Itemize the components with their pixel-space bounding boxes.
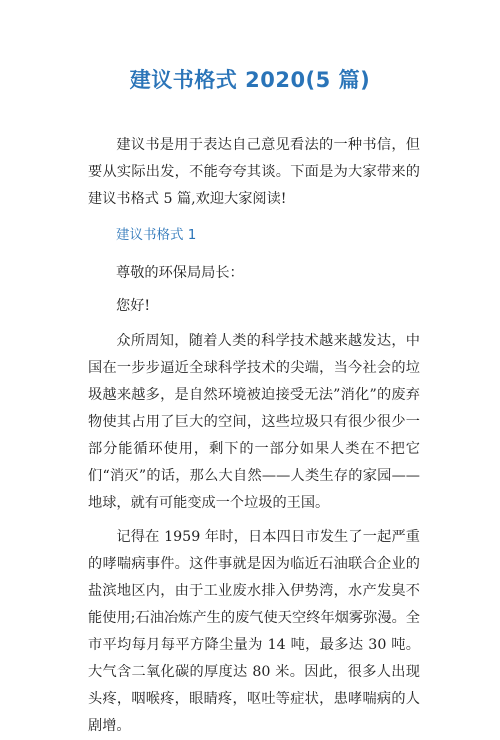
intro-paragraph: 建议书是用于表达自己意见看法的一种书信，但要从实际出发，不能夸夸其谈。下面是为大家带来的建议书格式 5 篇,欢迎大家阅读! — [88, 137, 420, 207]
section-heading: 建议书格式 1 — [116, 227, 197, 243]
document-title: 建议书格式 2020(5 篇) — [129, 68, 371, 92]
greeting: 您好! — [116, 298, 151, 314]
body-paragraph-2: 记得在 1959 年时，日本四日市发生了一起严重的哮喘病事件。这件事就是因为临近石油联合企业的盐滨地区内，由于工业废水排入伊势湾，水产发臭不能使用;石油冶炼产生的废气使天空终年烟雾弥漫。全市平均每月每平方降尘量为 14 吨，最多达 30 吨。大气含二氧化碳的厚度达 80 米。因此，很多人出现头疼，咽喉疼，眼睛疼，呕吐等症状，患哮喘病的人剧增。 — [88, 529, 420, 734]
body-paragraph-1: 众所周知，随着人类的科学技术越来越发达，中国在一步步逼近全球科学技术的尖端，当今社会的垃圾越来越多，是自然环境被迫接受无法”消化”的废弃物使其占用了巨大的空间，这些垃圾只有很少很少一部分能循环使用，剩下的一部分如果人类在不把它们“消灭”的话，那么大自然——人类生存的家园——地球，就有可能变成一个垃圾的王国。 — [88, 333, 420, 511]
salutation: 尊敬的环保局局长： — [116, 265, 244, 281]
